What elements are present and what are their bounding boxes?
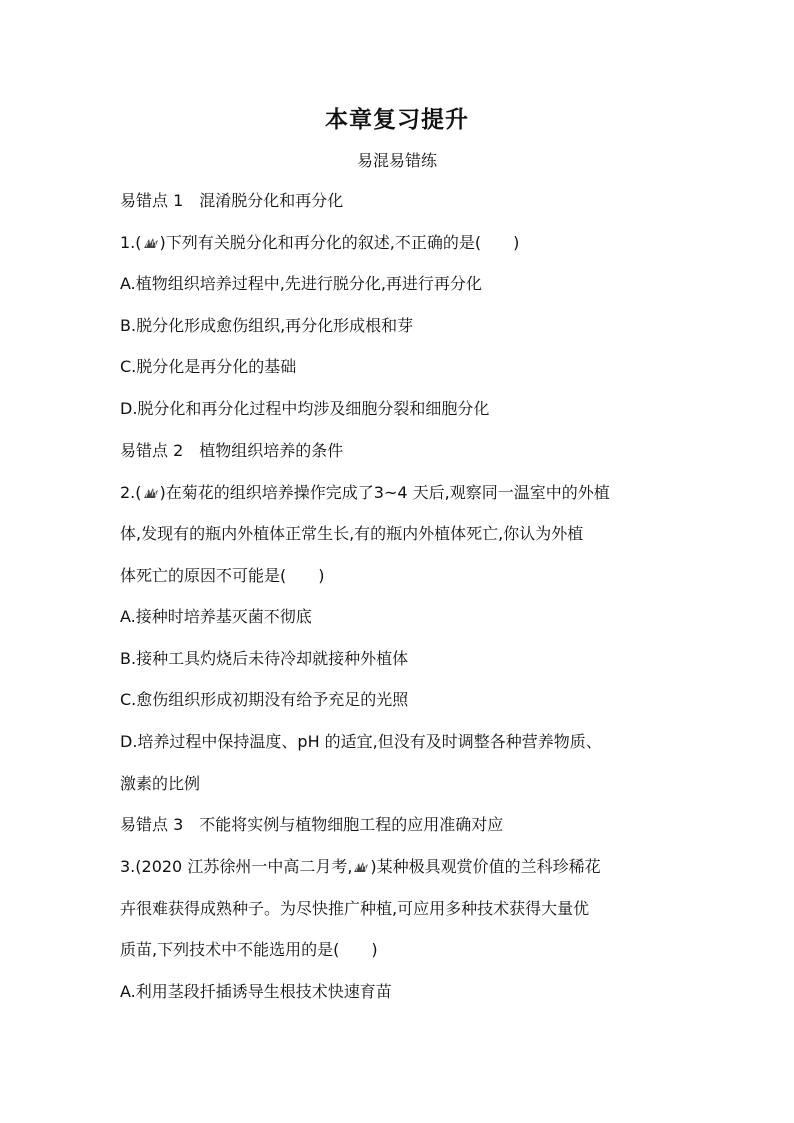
page-title: 本章复习提升 xyxy=(325,107,469,133)
question-3-stem-line-2: 卉很难获得成熟种子。为尽快推广种植,可应用多种技术获得大量优 xyxy=(120,899,590,918)
question-2-text: )在菊花的组织培养操作完成了3~4 天后,观察同一温室中的外植 xyxy=(159,483,610,502)
page-subtitle: 易混易错练 xyxy=(356,151,437,170)
difficulty-star-icon xyxy=(143,486,159,500)
question-1-option-d: D.脱分化和再分化过程中均涉及细胞分裂和细胞分化 xyxy=(120,399,490,418)
section-heading-2: 易错点 2 植物组织培养的条件 xyxy=(120,441,344,460)
question-2-stem-line-2: 体,发现有的瓶内外植体正常生长,有的瓶内外植体死亡,你认为外植 xyxy=(120,524,584,543)
question-3-number: 3.(2020 江苏徐州一中高二月考, xyxy=(120,857,353,876)
question-3-text: )某种极具观赏价值的兰科珍稀花 xyxy=(370,857,601,876)
question-2-option-d: D.培养过程中保持温度、pH 的适宜,但没有及时调整各种营养物质、 xyxy=(120,732,602,751)
question-1-option-b: B.脱分化形成愈伤组织,再分化形成根和芽 xyxy=(120,316,414,335)
question-2-option-a: A.接种时培养基灭菌不彻底 xyxy=(120,607,312,626)
question-1-text: )下列有关脱分化和再分化的叙述,不正确的是( ) xyxy=(159,233,520,252)
question-3-stem-line-1 xyxy=(120,857,601,877)
question-1-number: 1.( xyxy=(120,233,142,252)
question-2-stem-line-1 xyxy=(120,483,610,503)
question-2-option-b: B.接种工具灼烧后未待冷却就接种外植体 xyxy=(120,649,409,668)
question-2-stem-line-3: 体死亡的原因不可能是( ) xyxy=(120,566,325,585)
difficulty-star-icon xyxy=(353,860,369,874)
question-2-option-d-continued: 激素的比例 xyxy=(120,774,201,793)
question-2-number: 2.( xyxy=(120,483,142,502)
question-1-option-c: C.脱分化是再分化的基础 xyxy=(120,357,297,376)
question-1-stem xyxy=(120,233,519,253)
section-heading-1: 易错点 1 混淆脱分化和再分化 xyxy=(120,191,344,210)
section-heading-3: 易错点 3 不能将实例与植物细胞工程的应用准确对应 xyxy=(120,815,504,834)
question-2-option-c: C.愈伤组织形成初期没有给予充足的光照 xyxy=(120,690,409,709)
question-3-option-a: A.利用茎段扦插诱导生根技术快速育苗 xyxy=(120,982,392,1001)
difficulty-star-icon xyxy=(143,236,159,250)
question-3-stem-line-3: 质苗,下列技术中不能选用的是( ) xyxy=(120,940,378,959)
question-1-option-a: A.植物组织培养过程中,先进行脱分化,再进行再分化 xyxy=(120,274,482,293)
